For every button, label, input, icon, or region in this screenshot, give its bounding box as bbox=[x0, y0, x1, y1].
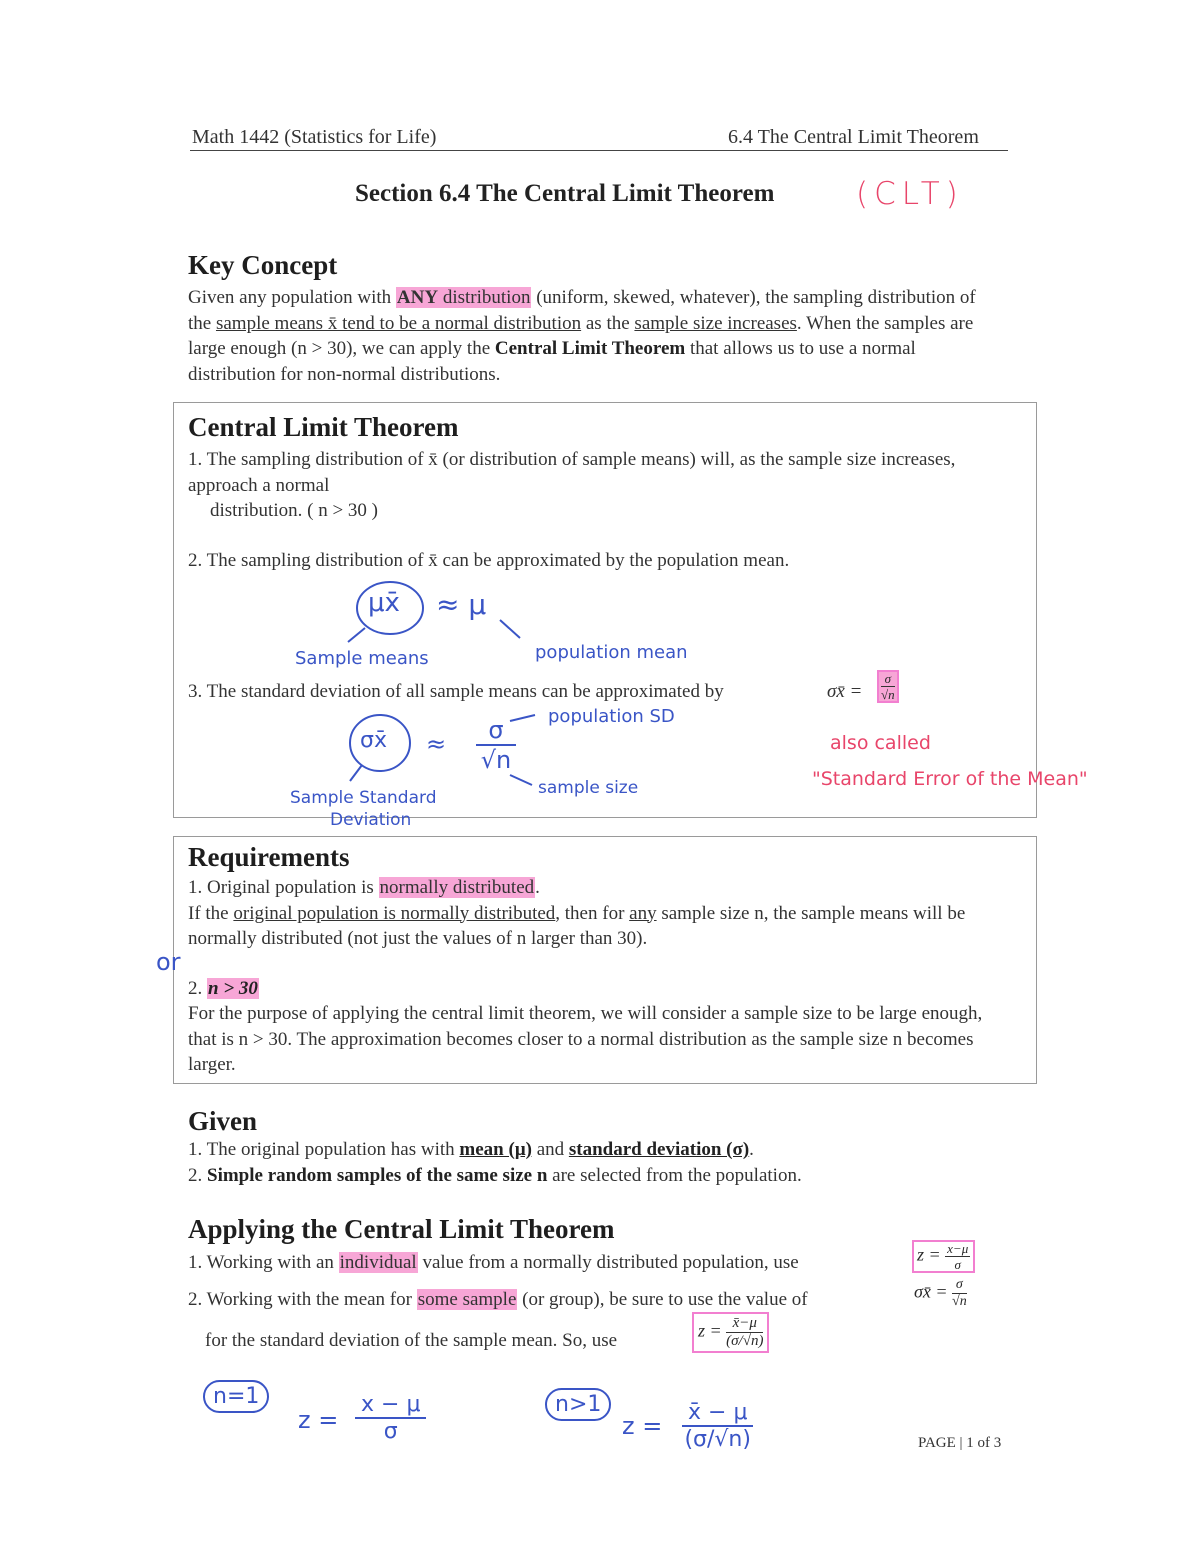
kc-underline-2: sample size increases bbox=[634, 312, 797, 334]
applying-heading: Applying the Central Limit Theorem bbox=[188, 1214, 615, 1244]
z-individual-box bbox=[912, 1240, 975, 1273]
clt-item-1: 1. The sampling distribution of x̄ (or distribution of sample means) will, as the sample size increases, approach a normal bbox=[188, 449, 956, 496]
req-1-detail-underline: original population is normally distributed bbox=[233, 902, 556, 924]
req-2-text: For the purpose of applying the central limit theorem, we will consider a sample size to be large enough, that is n > 30. The approximation becomes closer to a normal distribution as the sample size n becomes larger. bbox=[188, 1003, 983, 1075]
key-concept-section bbox=[188, 250, 988, 387]
req-1-detail-3: sample size n, the sample means will be normally distributed (not just the values of n larger than 30). bbox=[188, 902, 966, 949]
kc-text-4: . When the samples are large enough (n > 30), we can apply the bbox=[188, 312, 974, 359]
given-1-mean: mean (μ) bbox=[459, 1139, 532, 1160]
hw-z2-lhs: z = bbox=[622, 1412, 663, 1440]
sample-size-note: sample size bbox=[538, 778, 639, 798]
req-1 bbox=[188, 875, 1003, 901]
applying-2 bbox=[188, 1287, 808, 1313]
z-sample-box bbox=[692, 1312, 769, 1353]
clt-item-2: 2. The sampling distribution of x̄ can be approximated by the population mean. bbox=[188, 549, 790, 571]
applying-section bbox=[188, 1214, 1008, 1245]
item3-den: √n bbox=[881, 687, 895, 702]
applying-3: for the standard deviation of the sample mean. So, use bbox=[205, 1330, 618, 1351]
given-section bbox=[188, 1106, 1008, 1188]
sample-sd-note-1: Sample Standard bbox=[290, 788, 437, 808]
given-2-num: 2. bbox=[188, 1164, 207, 1186]
req-1-detail-1: If the bbox=[188, 902, 234, 924]
sigma-root-n-frac bbox=[476, 716, 516, 774]
z2-num: x̄−μ bbox=[726, 1316, 763, 1333]
kc-text-3: as the bbox=[581, 312, 635, 334]
clt-section bbox=[188, 412, 1008, 573]
hw-z2-num: x̄ − μ bbox=[682, 1400, 753, 1427]
population-sd-note: population SD bbox=[548, 706, 675, 727]
population-mean-note: population mean bbox=[535, 642, 688, 663]
sigma-xbar-lhs: σx̄ = bbox=[827, 681, 863, 702]
page-number: PAGE | 1 of 3 bbox=[918, 1435, 1002, 1451]
kc-text-2: (uniform, skewed, whatever), the sampling distribution of the bbox=[188, 287, 976, 334]
hw-z1-frac bbox=[355, 1392, 426, 1444]
req-1-highlight: normally distributed bbox=[379, 877, 535, 898]
applying-1-text: 1. Working with an bbox=[188, 1252, 339, 1273]
applying-1-text-2: value from a normally distributed population, use bbox=[417, 1252, 799, 1273]
kc-text-5: that allows us to use a normal distribution for non-normal distributions. bbox=[188, 338, 916, 385]
approx-mu: ≈ μ bbox=[436, 588, 487, 621]
z-individual-lhs: z = bbox=[917, 1244, 941, 1265]
standard-error-note: "Standard Error of the Mean" bbox=[812, 768, 1088, 790]
arrow-to-sample-size bbox=[510, 775, 532, 785]
applying-2-text-2: (or group), be sure to use the value of bbox=[517, 1289, 808, 1310]
req-2-num: 2. bbox=[188, 977, 207, 999]
applying-1 bbox=[188, 1250, 799, 1276]
sample-means-note: Sample means bbox=[295, 648, 429, 669]
hw-z2-frac bbox=[682, 1400, 753, 1452]
given-1-period: . bbox=[749, 1139, 754, 1160]
given-1-and: and bbox=[531, 1139, 569, 1160]
header-rule bbox=[190, 150, 1008, 151]
also-called-note: also called bbox=[830, 732, 931, 754]
hw-z1-num: x − μ bbox=[355, 1392, 426, 1419]
z1-den: σ bbox=[954, 1257, 961, 1272]
key-concept-heading: Key Concept bbox=[188, 250, 338, 280]
z2-den: (σ/√n) bbox=[726, 1333, 764, 1349]
req-2 bbox=[188, 976, 1003, 1002]
given-1-sd: standard deviation (σ) bbox=[568, 1139, 750, 1160]
header-course: Math 1442 (Statistics for Life) bbox=[192, 126, 437, 148]
requirements-heading: Requirements bbox=[188, 842, 350, 872]
key-concept-text bbox=[188, 285, 988, 387]
page-title: Section 6.4 The Central Limit Theorem bbox=[355, 180, 775, 207]
or-note: or bbox=[156, 948, 181, 976]
req-1-detail-any: any bbox=[629, 902, 657, 924]
kc-any-distribution: ANY distribution bbox=[396, 287, 531, 308]
mu-xbar-symbol: μx̄ bbox=[368, 588, 400, 618]
hw-frac-num: σ bbox=[476, 716, 516, 746]
given-1 bbox=[188, 1137, 1008, 1163]
given-2 bbox=[188, 1163, 1008, 1189]
header-section: 6.4 The Central Limit Theorem bbox=[728, 126, 979, 148]
req-1-period: . bbox=[535, 877, 540, 898]
given-1-text: 1. The original population has with bbox=[188, 1139, 460, 1160]
given-2-text: are selected from the population. bbox=[547, 1164, 802, 1186]
sample-sd-note-2: Deviation bbox=[330, 810, 412, 830]
kc-text-1: Given any population with bbox=[188, 287, 396, 308]
arrow-to-population-mean bbox=[500, 620, 520, 638]
sigma-xbar-symbol: σx̄ bbox=[360, 728, 387, 753]
n-equals-1-note: n=1 bbox=[203, 1380, 269, 1413]
approx-sigma: ≈ bbox=[426, 730, 447, 758]
arrow-to-sample-sd bbox=[350, 765, 362, 781]
clt-handwritten-note: (CLT) bbox=[856, 176, 964, 212]
sigma-over-root-n-box bbox=[877, 670, 899, 703]
clt-item-3: 3. The standard deviation of all sample means can be approximated by bbox=[188, 681, 724, 702]
kc-underline-1: sample means x̄ tend to be a normal distribution bbox=[215, 312, 582, 334]
req-2-highlight: n > 30 bbox=[208, 977, 258, 999]
applying-2-highlight: some sample bbox=[417, 1289, 517, 1310]
applying-1-highlight: individual bbox=[339, 1252, 417, 1273]
applying-2-text: 2. Working with the mean for bbox=[188, 1289, 417, 1310]
arrow-to-sample-means bbox=[348, 628, 365, 642]
given-2-bold: Simple random samples of the same size n bbox=[207, 1164, 548, 1186]
req-1-text: 1. Original population is bbox=[188, 877, 379, 898]
a2-den: √n bbox=[952, 1294, 967, 1309]
hw-z1-den: σ bbox=[383, 1419, 398, 1444]
req-1-detail-2: , then for bbox=[555, 902, 630, 924]
sigma-xbar-formula bbox=[914, 1278, 967, 1309]
requirements-section bbox=[188, 842, 1003, 1078]
n-greater-1-note: n>1 bbox=[545, 1388, 611, 1421]
hw-z1-lhs: z = bbox=[298, 1406, 339, 1434]
item3-num: σ bbox=[881, 672, 895, 687]
hw-z2-den: (σ/√n) bbox=[684, 1427, 751, 1452]
z-sample-lhs: z = bbox=[698, 1320, 722, 1341]
given-heading: Given bbox=[188, 1106, 258, 1136]
clt-heading: Central Limit Theorem bbox=[188, 412, 459, 442]
clt-item-1b: distribution. ( n > 30 ) bbox=[210, 500, 378, 521]
hw-frac-den: √n bbox=[480, 746, 512, 774]
kc-bold-clt: Central Limit Theorem bbox=[494, 338, 686, 359]
req-1-detail bbox=[188, 901, 1003, 952]
sigma-xbar-formula-lhs: σx̄ = bbox=[914, 1281, 948, 1302]
a2-num: σ bbox=[952, 1278, 967, 1294]
z1-num: x−μ bbox=[947, 1241, 969, 1256]
